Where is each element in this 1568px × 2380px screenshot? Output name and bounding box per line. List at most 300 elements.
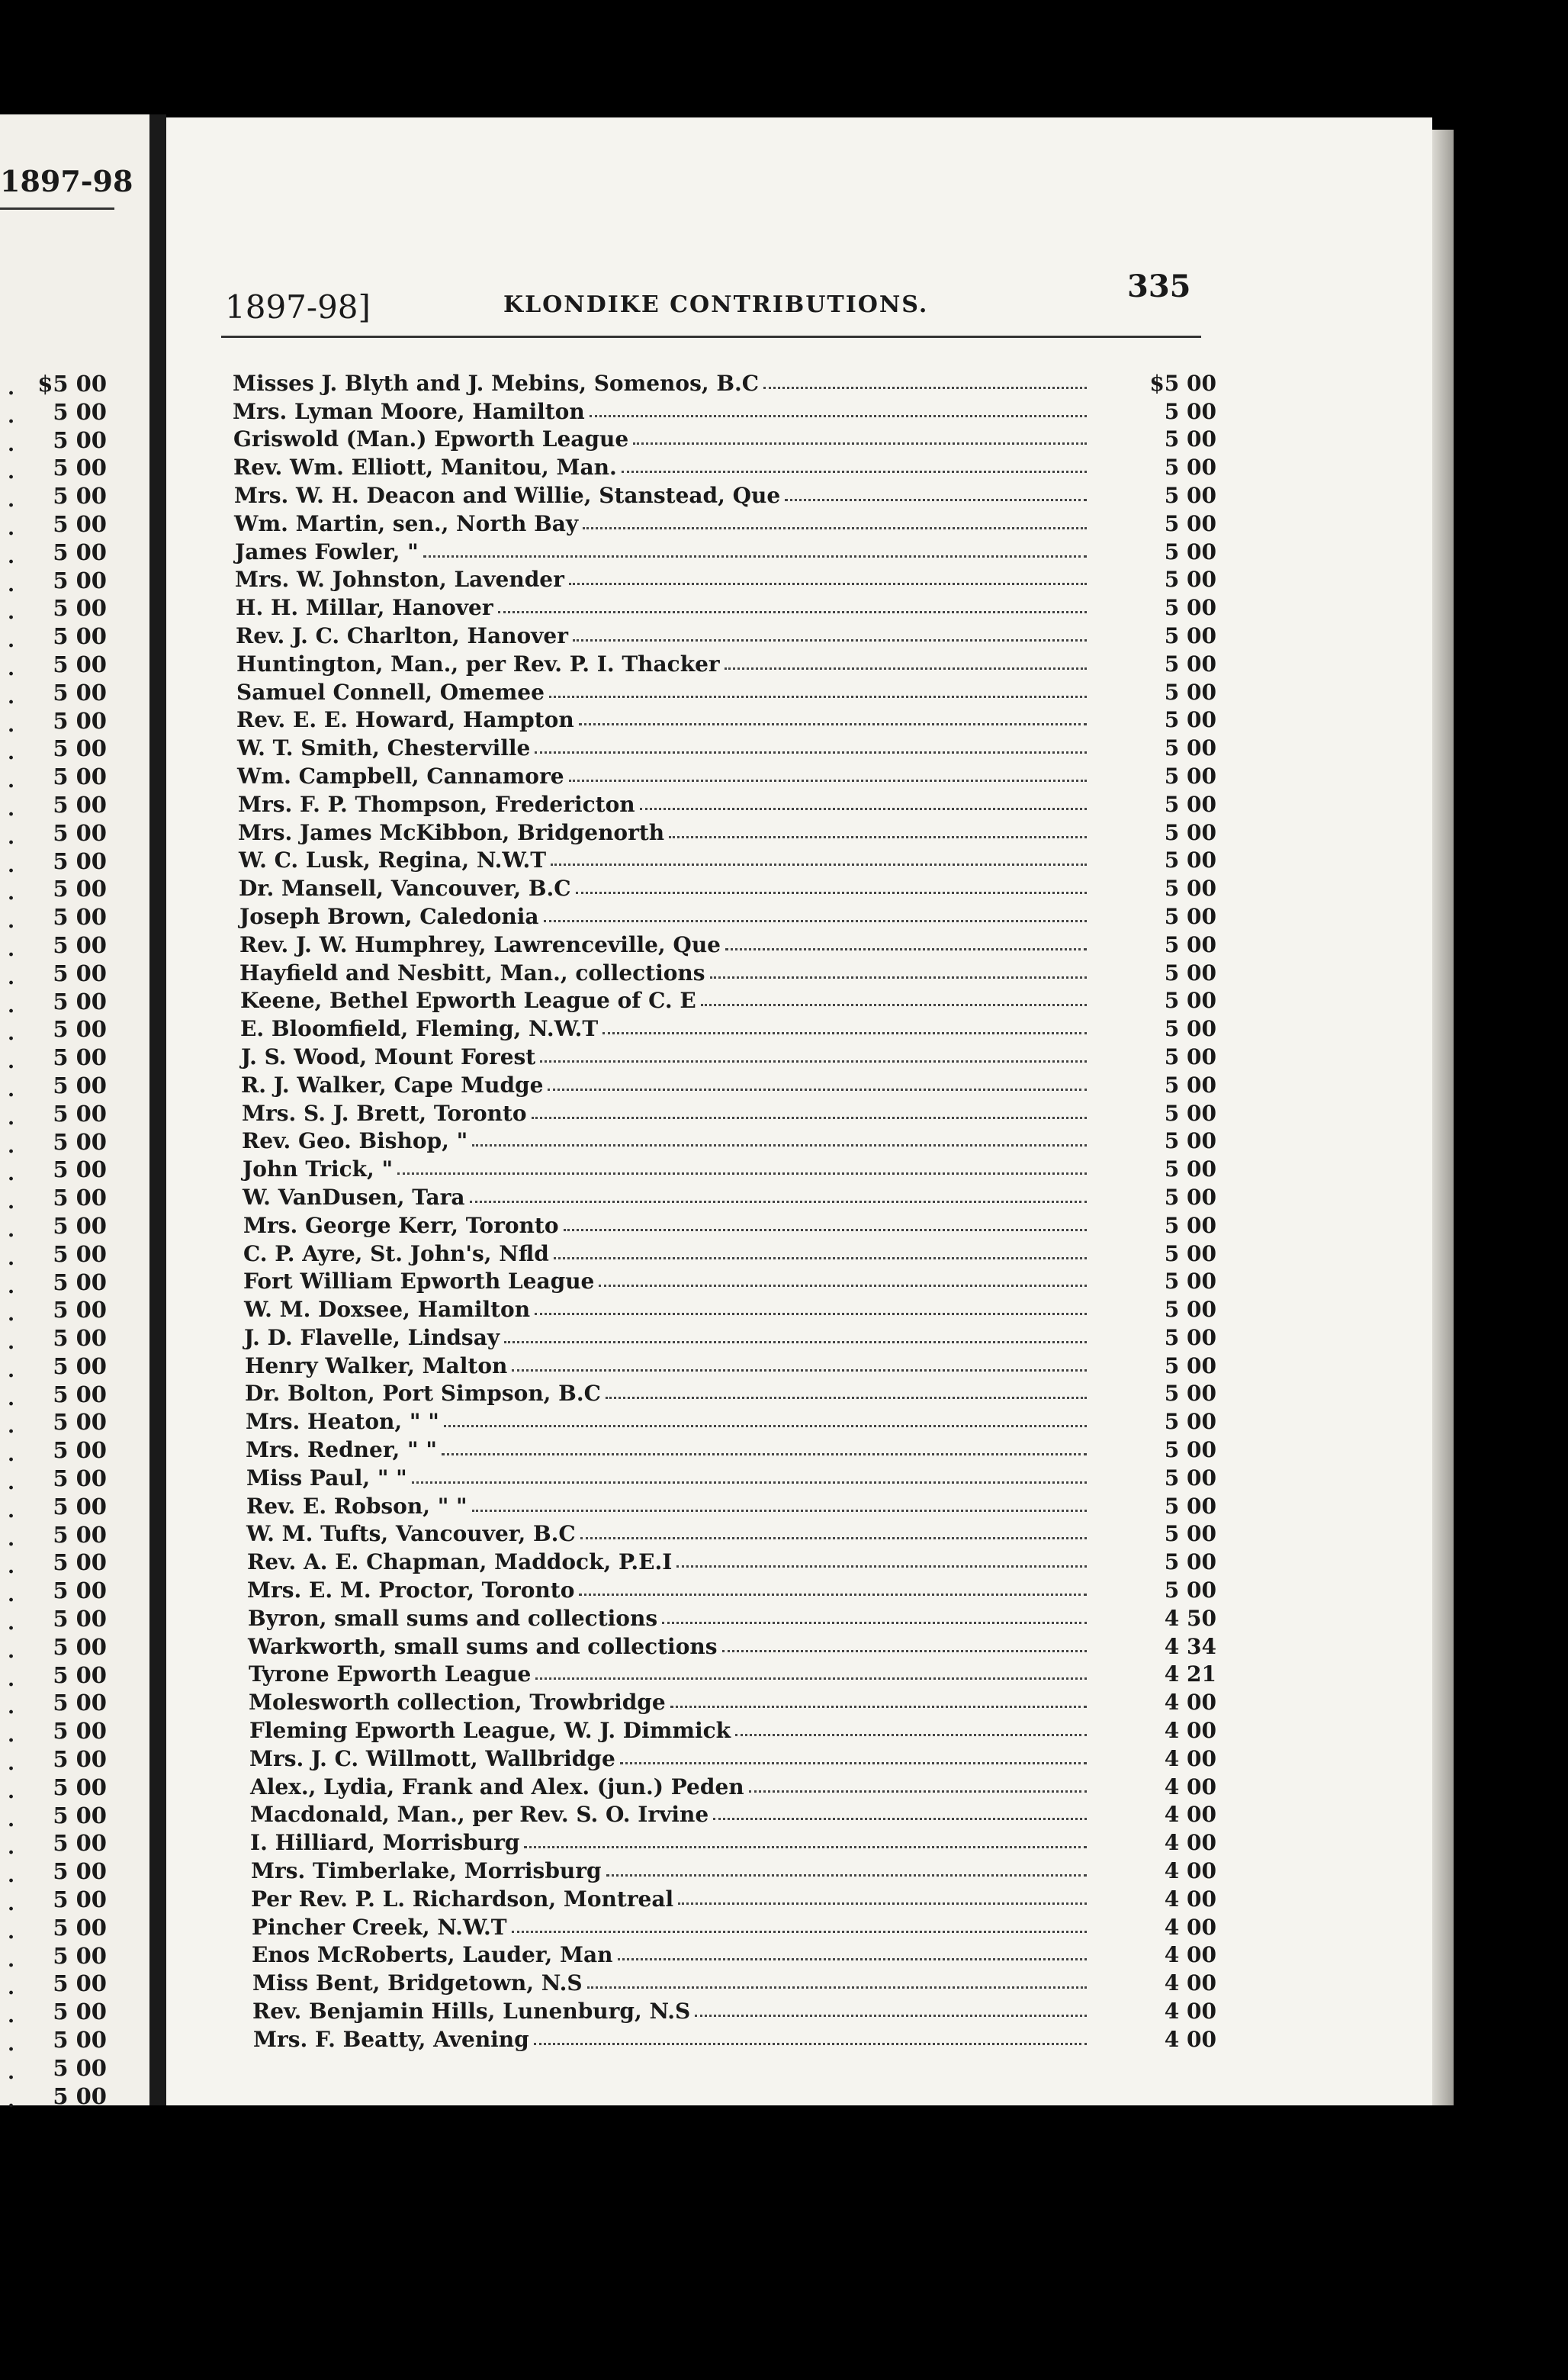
- left-amount: 5 00: [53, 1297, 107, 1323]
- contributor-name: Mrs. Lyman Moore, Hamilton: [233, 398, 585, 424]
- contribution-row: [233, 1940, 1216, 1968]
- left-amount-row: [0, 1915, 114, 1943]
- contribution-row: [233, 1659, 1216, 1687]
- left-amount-row: [0, 735, 114, 764]
- leader-dot: .: [8, 377, 15, 400]
- contributor-name: Tyrone Epworth League: [249, 1661, 532, 1687]
- contributor-name: Mrs. George Kerr, Toronto: [243, 1212, 559, 1238]
- contribution-row: [233, 1041, 1216, 1069]
- contributor-name: R. J. Walker, Cape Mudge: [241, 1072, 544, 1098]
- left-amount-row: [0, 1718, 114, 1746]
- contribution-amount: 4 00: [1164, 1999, 1216, 2025]
- contribution-amount: 5 00: [1164, 1184, 1216, 1210]
- contribution-amount: 5 00: [1164, 791, 1216, 817]
- contribution-row: [233, 761, 1216, 789]
- contributor-name: Hayfield and Nesbitt, Man., collections: [239, 960, 705, 986]
- contribution-row: [233, 986, 1216, 1014]
- left-header-rule: [0, 207, 114, 210]
- dot-leader: [532, 1117, 1087, 1119]
- leader-dot: .: [8, 1808, 15, 1832]
- dot-leader: [580, 1537, 1087, 1539]
- dot-leader: [587, 1986, 1087, 1989]
- left-amount-row: [0, 1690, 114, 1718]
- contribution-row: [233, 1210, 1216, 1238]
- contributor-name: Fort William Epworth League: [243, 1269, 595, 1295]
- left-amount-row: [0, 2083, 114, 2111]
- dot-leader: [676, 1565, 1087, 1568]
- dot-leader: [544, 920, 1087, 922]
- contribution-row: [233, 1883, 1216, 1912]
- left-amount: 5 00: [53, 2082, 107, 2109]
- left-amount-row: [0, 708, 114, 736]
- contribution-amount: 5 00: [1164, 1493, 1216, 1519]
- contributor-name: Pincher Creek, N.W.T: [252, 1914, 507, 1940]
- left-amount: 5 00: [53, 1718, 107, 1745]
- leader-dot: .: [8, 966, 15, 989]
- contribution-amount: 5 00: [1164, 1381, 1216, 1407]
- left-amount: 5 00: [53, 764, 107, 790]
- left-amount-row: [0, 1494, 114, 1522]
- dot-leader: [763, 387, 1087, 389]
- dot-leader: [620, 1762, 1087, 1764]
- contribution-amount: 5 00: [1164, 931, 1216, 957]
- contribution-amount: 4 34: [1164, 1633, 1216, 1659]
- leader-dot: .: [8, 1415, 15, 1439]
- leader-dot: .: [8, 2005, 15, 2028]
- contribution-row: [233, 1266, 1216, 1295]
- leader-dot: .: [8, 1948, 15, 1972]
- contribution-amount: 4 00: [1164, 1886, 1216, 1912]
- dot-leader: [397, 1172, 1087, 1175]
- left-amount: 5 00: [53, 651, 107, 677]
- left-amount: 5 00: [53, 539, 107, 565]
- left-amount-row: [0, 1213, 114, 1241]
- left-amount-row: [0, 1409, 114, 1437]
- contribution-amount: 5 00: [1164, 510, 1216, 536]
- contributor-name: Per Rev. P. L. Richardson, Montreal: [251, 1886, 674, 1912]
- leader-dot: .: [8, 1331, 15, 1355]
- contribution-amount: 5 00: [1164, 1044, 1216, 1069]
- contribution-amount: 5 00: [1164, 1578, 1216, 1603]
- dot-leader: [576, 892, 1087, 894]
- dot-leader: [564, 1229, 1088, 1231]
- leader-dot: .: [8, 1471, 15, 1495]
- contribution-row: [233, 620, 1216, 648]
- left-amount: 5 00: [53, 1802, 107, 1828]
- book-gutter: [149, 114, 166, 2105]
- left-amount-row: [0, 932, 114, 960]
- contribution-amount: 5 00: [1164, 1016, 1216, 1042]
- left-amount-row: [0, 1101, 114, 1129]
- leader-dot: .: [8, 1584, 15, 1607]
- contributor-name: Mrs. E. M. Proctor, Toronto: [247, 1578, 575, 1603]
- left-amount: 5 00: [53, 1942, 107, 1969]
- leader-dot: .: [8, 461, 15, 484]
- contributor-name: I. Hilliard, Morrisburg: [250, 1830, 520, 1856]
- contributor-name: Joseph Brown, Caledonia: [239, 903, 539, 929]
- left-amount-row: [0, 1129, 114, 1157]
- left-amount: 5 00: [53, 847, 107, 874]
- contribution-row: [233, 396, 1216, 424]
- contribution-amount: 5 00: [1164, 1156, 1216, 1182]
- contribution-row: [233, 929, 1216, 957]
- contribution-amount: 4 00: [1164, 1718, 1216, 1744]
- contributor-name: Byron, small sums and collections: [248, 1605, 658, 1631]
- contribution-amount: 5 00: [1164, 1409, 1216, 1435]
- left-amount-row: [0, 568, 114, 596]
- contributor-name: W. M. Doxsee, Hamilton: [244, 1297, 531, 1323]
- contribution-amount: 5 00: [1164, 1352, 1216, 1378]
- contributor-name: Samuel Connell, Omemee: [236, 679, 545, 705]
- dot-leader: [785, 499, 1087, 501]
- contribution-row: [233, 1771, 1216, 1799]
- contribution-row: [233, 592, 1216, 620]
- dot-leader: [722, 1650, 1088, 1652]
- contribution-amount: 5 00: [1164, 398, 1216, 424]
- left-amount: 5 00: [53, 455, 107, 481]
- contribution-amount: 5 00: [1164, 1240, 1216, 1266]
- left-page-header: 1897-98: [0, 164, 133, 198]
- left-amount: 5 00: [53, 426, 107, 453]
- dot-leader: [606, 1397, 1087, 1399]
- left-amount-row: [0, 680, 114, 708]
- left-amount-row: [0, 623, 114, 651]
- contributor-name: Henry Walker, Malton: [245, 1352, 508, 1378]
- dot-leader: [622, 471, 1087, 473]
- dot-leader: [524, 1846, 1087, 1848]
- contribution-row: [233, 901, 1216, 929]
- leader-dot: .: [8, 741, 15, 765]
- leader-dot: .: [8, 1893, 15, 1916]
- left-amount: 5 00: [53, 2027, 107, 2054]
- left-amount: 5 00: [53, 1185, 107, 1211]
- left-amount-row: [0, 904, 114, 932]
- contribution-row: [233, 1631, 1216, 1659]
- contribution-amount: 5 00: [1164, 1324, 1216, 1350]
- contributor-name: Molesworth collection, Trowbridge: [249, 1690, 666, 1716]
- left-amount-row: [0, 1437, 114, 1465]
- contribution-amount: 4 00: [1164, 1802, 1216, 1828]
- leader-dot: .: [8, 1499, 15, 1523]
- left-amount: 5 00: [53, 707, 107, 734]
- leader-dot: .: [8, 545, 15, 568]
- left-amount-row: [0, 483, 114, 511]
- contribution-amount: 4 00: [1164, 1858, 1216, 1884]
- dot-leader: [444, 1425, 1087, 1427]
- page-number: 335: [1127, 269, 1191, 304]
- contribution-row: [233, 1126, 1216, 1154]
- leader-dot: .: [8, 1639, 15, 1663]
- left-amount-row: [0, 595, 114, 623]
- left-amount: 5 00: [53, 1521, 107, 1548]
- left-amount: 5 00: [53, 1661, 107, 1688]
- leader-dot: .: [8, 1780, 15, 1803]
- contributor-name: Alex., Lydia, Frank and Alex. (jun.) Peden: [250, 1774, 744, 1799]
- contribution-amount: 5 00: [1164, 988, 1216, 1014]
- left-amount: 5 00: [53, 1409, 107, 1436]
- contribution-row: [233, 564, 1216, 593]
- contribution-amount: 5 00: [1164, 1437, 1216, 1463]
- left-amount-row: [0, 1774, 114, 1803]
- contribution-amount: 5 00: [1164, 876, 1216, 902]
- contributor-name: Rev. Benjamin Hills, Lunenburg, N.S: [252, 1999, 691, 2025]
- contributor-name: Miss Paul, " ": [246, 1465, 407, 1491]
- leader-dot: .: [8, 1303, 15, 1327]
- left-amount: 5 00: [53, 904, 107, 931]
- contribution-row: [233, 1715, 1216, 1743]
- dot-leader: [512, 1931, 1087, 1933]
- contributor-name: Wm. Campbell, Cannamore: [237, 763, 564, 789]
- contribution-amount: 4 00: [1164, 1774, 1216, 1799]
- leader-dot: .: [8, 1527, 15, 1551]
- leader-dot: .: [8, 1752, 15, 1776]
- dot-leader: [551, 864, 1087, 866]
- left-amount-row: [0, 455, 114, 483]
- contribution-row: [233, 1743, 1216, 1771]
- left-amount-row: [0, 876, 114, 904]
- contribution-row: [233, 817, 1216, 845]
- leader-dot: .: [8, 1668, 15, 1691]
- left-amount-row: [0, 1634, 114, 1662]
- dot-leader: [535, 1677, 1087, 1680]
- contribution-row: [233, 1294, 1216, 1322]
- left-amount: 5 00: [53, 398, 107, 425]
- contribution-amount: 4 00: [1164, 1745, 1216, 1771]
- contributor-name: Fleming Epworth League, W. J. Dimmick: [249, 1718, 731, 1744]
- left-amount-column: [0, 371, 114, 2111]
- contribution-row: [233, 368, 1216, 396]
- dot-leader: [412, 1481, 1087, 1484]
- leader-dot: .: [8, 882, 15, 905]
- left-amount: $5 00: [37, 371, 107, 397]
- contribution-amount: 4 00: [1164, 1942, 1216, 1968]
- page-edge: [1432, 130, 1454, 2105]
- contribution-row: [233, 1182, 1216, 1210]
- dot-leader: [569, 780, 1087, 782]
- leader-dot: .: [8, 1275, 15, 1298]
- contribution-row: [233, 1491, 1216, 1519]
- contributor-name: W. T. Smith, Chesterville: [237, 735, 531, 761]
- contribution-row: [233, 1546, 1216, 1574]
- left-amount: 5 00: [53, 1156, 107, 1183]
- contribution-amount: 4 00: [1164, 1970, 1216, 1996]
- contribution-amount: 5 00: [1164, 1072, 1216, 1098]
- contributor-name: Mrs. Redner, " ": [246, 1437, 437, 1463]
- dot-leader: [725, 948, 1087, 950]
- leader-dot: .: [8, 797, 15, 821]
- contributor-name: Mrs. W. Johnston, Lavender: [235, 567, 564, 593]
- left-amount: 5 00: [53, 1746, 107, 1773]
- contributor-name: Rev. J. C. Charlton, Hanover: [236, 622, 568, 648]
- contribution-amount: 5 00: [1164, 1521, 1216, 1547]
- left-amount: 5 00: [53, 1240, 107, 1267]
- left-amount-row: [0, 1044, 114, 1073]
- dot-leader: [579, 723, 1087, 725]
- left-amount: 5 00: [53, 1016, 107, 1043]
- contribution-row: [233, 1322, 1216, 1350]
- leader-dot: .: [8, 770, 15, 793]
- contributor-name: Rev. J. W. Humphrey, Lawrenceville, Que: [239, 931, 721, 957]
- left-amount-row: [0, 1578, 114, 1606]
- leader-dot: .: [8, 657, 15, 680]
- contribution-amount: 5 00: [1164, 735, 1216, 761]
- leader-dot: .: [8, 1555, 15, 1579]
- left-amount-row: [0, 1016, 114, 1044]
- left-amount-row: [0, 1830, 114, 1858]
- contributor-name: Rev. E. Robson, " ": [246, 1493, 468, 1519]
- dot-leader: [512, 1369, 1087, 1372]
- contribution-amount: 4 00: [1164, 2026, 1216, 2052]
- contributor-name: John Trick, ": [243, 1156, 394, 1182]
- leader-dot: .: [8, 516, 15, 540]
- left-amount-row: [0, 1549, 114, 1578]
- contribution-amount: 5 00: [1164, 1465, 1216, 1491]
- contribution-amount: 4 21: [1164, 1661, 1216, 1687]
- leader-dot: .: [8, 404, 15, 428]
- header-rule: [221, 336, 1201, 338]
- contributor-name: Mrs. J. C. Willmott, Wallbridge: [249, 1745, 615, 1771]
- contributor-name: J. S. Wood, Mount Forest: [241, 1044, 536, 1069]
- contributor-name: E. Bloomfield, Fleming, N.W.T: [240, 1016, 599, 1042]
- contributor-name: Mrs. S. J. Brett, Toronto: [242, 1100, 527, 1126]
- leader-dot: .: [8, 1443, 15, 1467]
- contributor-name: Wm. Martin, sen., North Bay: [234, 510, 579, 536]
- contribution-amount: 5 00: [1164, 595, 1216, 621]
- contributor-name: C. P. Ayre, St. John's, Nfld: [243, 1240, 549, 1266]
- contributor-name: W. VanDusen, Tara: [243, 1184, 465, 1210]
- left-amount-row: [0, 399, 114, 427]
- dot-leader: [442, 1453, 1087, 1455]
- contribution-row: [233, 1069, 1216, 1098]
- contribution-row: [233, 1574, 1216, 1603]
- contribution-amount: 5 00: [1164, 1269, 1216, 1295]
- leader-dot: .: [8, 1920, 15, 1944]
- leader-dot: .: [8, 910, 15, 934]
- left-amount: 5 00: [53, 567, 107, 593]
- contributor-name: Rev. Geo. Bishop, ": [242, 1128, 468, 1154]
- leader-dot: .: [8, 1134, 15, 1158]
- left-amount-row: [0, 427, 114, 455]
- left-amount: 5 00: [53, 1886, 107, 1913]
- dot-leader: [640, 808, 1087, 810]
- contributor-name: Warkworth, small sums and collections: [248, 1633, 718, 1659]
- contributor-name: Mrs. F. Beatty, Avening: [253, 2026, 529, 2052]
- contribution-amount: 5 00: [1164, 622, 1216, 648]
- contributor-name: Mrs. W. H. Deacon and Willie, Stanstead, Que: [234, 482, 781, 508]
- contributor-name: Mrs. Timberlake, Morrisburg: [251, 1858, 602, 1884]
- contribution-amount: 5 00: [1164, 847, 1216, 873]
- contribution-row: [233, 1827, 1216, 1855]
- left-amount: 5 00: [53, 1072, 107, 1098]
- left-amount: 5 00: [53, 1465, 107, 1492]
- contribution-row: [233, 1687, 1216, 1715]
- left-amount-row: [0, 1156, 114, 1185]
- dot-leader: [735, 1734, 1087, 1736]
- contribution-row: [233, 2024, 1216, 2052]
- left-amount: 5 00: [53, 1549, 107, 1576]
- left-amount: 5 00: [53, 1044, 107, 1071]
- left-amount: 5 00: [53, 1970, 107, 1997]
- leader-dot: .: [8, 1864, 15, 1888]
- left-amount: 5 00: [53, 1774, 107, 1800]
- contributor-name: Enos McRoberts, Lauder, Man: [252, 1942, 613, 1968]
- contribution-row: [233, 1153, 1216, 1182]
- left-amount-row: [0, 2027, 114, 2055]
- contribution-row: [233, 1406, 1216, 1434]
- leader-dot: .: [8, 1359, 15, 1382]
- contributor-name: Miss Bent, Bridgetown, N.S: [252, 1970, 583, 1996]
- contribution-amount: 5 00: [1164, 1549, 1216, 1575]
- contributor-name: W. M. Tufts, Vancouver, B.C: [246, 1521, 576, 1547]
- left-amount-row: [0, 1886, 114, 1915]
- left-amount: 5 00: [53, 510, 107, 537]
- contribution-amount: 5 00: [1164, 426, 1216, 452]
- dot-leader: [569, 583, 1087, 585]
- contributor-name: Huntington, Man., per Rev. P. I. Thacker: [236, 651, 720, 677]
- dot-leader: [695, 2015, 1087, 2017]
- dot-leader: [472, 1510, 1087, 1512]
- contributor-name: J. D. Flavelle, Lindsay: [244, 1324, 500, 1350]
- left-amount: 5 00: [53, 931, 107, 958]
- contribution-row: [233, 1238, 1216, 1266]
- contribution-row: [233, 1799, 1216, 1828]
- leader-dot: .: [8, 685, 15, 709]
- contribution-row: [233, 1855, 1216, 1883]
- leader-dot: .: [8, 1246, 15, 1270]
- dot-leader: [669, 836, 1087, 838]
- contribution-row: [233, 1013, 1216, 1041]
- contribution-amount: $5 00: [1149, 370, 1216, 396]
- dot-leader: [701, 1004, 1087, 1006]
- contributor-name: Misses J. Blyth and J. Mebins, Somenos, B.C: [233, 370, 760, 396]
- dot-leader: [535, 751, 1087, 754]
- left-amount: 5 00: [53, 1381, 107, 1407]
- dot-leader: [573, 639, 1087, 642]
- contribution-row: [233, 1378, 1216, 1407]
- contribution-row: [233, 536, 1216, 564]
- contribution-amount: 5 00: [1164, 455, 1216, 481]
- dot-leader: [633, 442, 1087, 445]
- dot-leader: [554, 1257, 1087, 1259]
- left-amount-row: [0, 1858, 114, 1886]
- contribution-amount: 5 00: [1164, 707, 1216, 733]
- contribution-amount: 5 00: [1164, 819, 1216, 845]
- contribution-amount: 4 00: [1164, 1690, 1216, 1716]
- leader-dot: .: [8, 1836, 15, 1860]
- contribution-row: [233, 1350, 1216, 1378]
- leader-dot: .: [8, 713, 15, 737]
- left-amount-row: [0, 651, 114, 680]
- left-amount: 5 00: [53, 1914, 107, 1941]
- dot-leader: [470, 1201, 1088, 1203]
- left-amount-row: [0, 1269, 114, 1298]
- leader-dot: .: [8, 601, 15, 625]
- contribution-row: [233, 1967, 1216, 1996]
- left-amount: 5 00: [53, 876, 107, 902]
- contribution-amount: 5 00: [1164, 1128, 1216, 1154]
- contribution-row: [233, 677, 1216, 705]
- contributor-name: Mrs. James McKibbon, Bridgenorth: [238, 819, 665, 845]
- left-amount: 5 00: [53, 1578, 107, 1604]
- left-amount-row: [0, 1325, 114, 1353]
- left-amount-row: [0, 2055, 114, 2083]
- contribution-row: [233, 480, 1216, 508]
- left-amount-row: [0, 1353, 114, 1381]
- left-amount: 5 00: [53, 1352, 107, 1379]
- contributor-name: Griswold (Man.) Epworth League: [233, 426, 629, 452]
- left-amount-row: [0, 1803, 114, 1831]
- left-amount: 5 00: [53, 1999, 107, 2025]
